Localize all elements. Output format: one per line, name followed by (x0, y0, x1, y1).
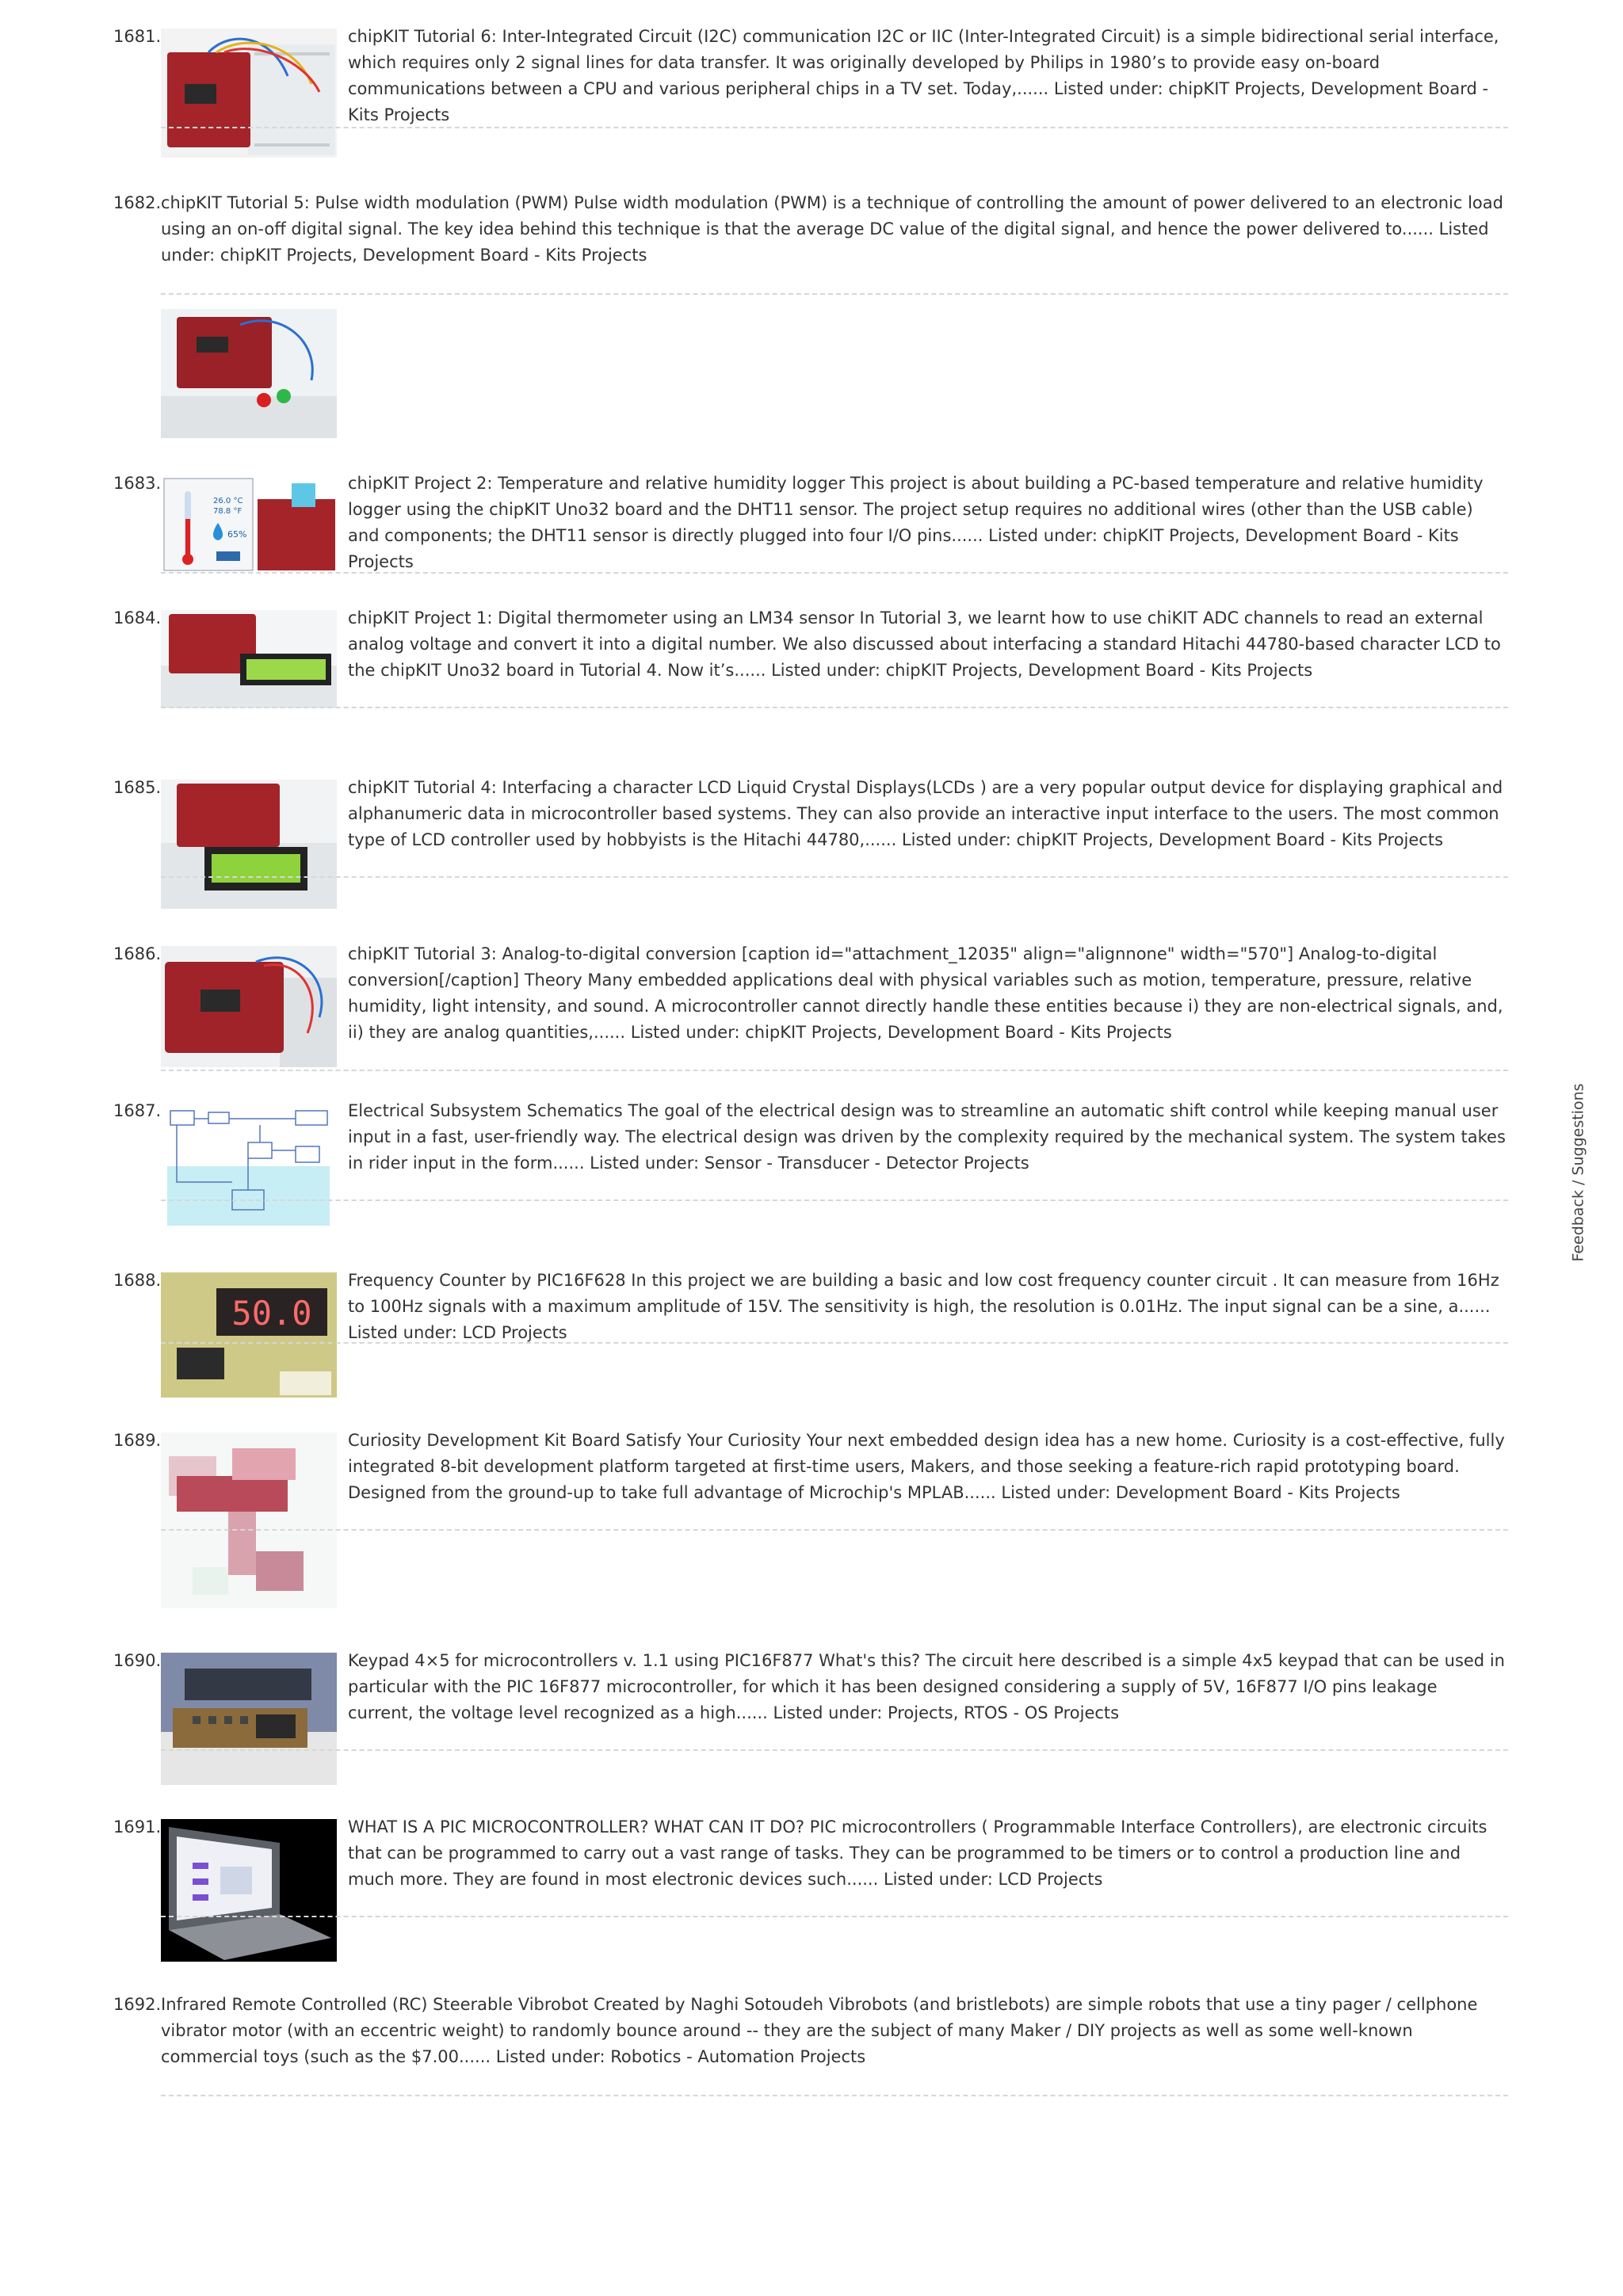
item-description[interactable]: WHAT IS A PIC MICROCONTROLLER? WHAT CAN IT DO? PIC microcontrollers ( Programmable Interface Controllers), are electronic circuits that can be programmed to carry out a vast range of tasks. They can be programmed to be timers or to control a production line and much more. They are found in most electronic devices such...... Listed under: LCD Projects (348, 1817, 1487, 1889)
item-description[interactable]: chipKIT Tutorial 6: Inter-Integrated Circuit (I2C) communication I2C or IIC (Inter-Integrated Circuit) is a simple bidirectional serial interface, which requires only 2 signal lines for data transfer. It was originally developed by Philips in 1980’s to provide easy on-board communications between a CPU and various peripheral chips in a TV set. Today,...... Listed under: chipKIT Projects, Development Board - Kits Projects (348, 27, 1499, 124)
item-description[interactable]: Infrared Remote Controlled (RC) Steerable Vibrobot Created by Naghi Sotoudeh Vibrobots (and bristlebots) are simple robots that use a tiny pager / cellphone vibrator motor (with an eccentric weight) to randomly bounce around -- they are the subject of many Maker / DIY projects as well as some well-known commercial toys (such as the $7.00...... Listed under: Robotics - Automation Projects (161, 1995, 1478, 2066)
divider (161, 1916, 1508, 1917)
item-description[interactable]: chipKIT Project 1: Digital thermometer using an LM34 sensor In Tutorial 3, we learnt how to use chiKIT ADC channels to read an external analog voltage and convert it into a digital number. We also discussed about interfacing a standard Hitachi 44780-based character LCD to the chipKIT Uno32 board in Tutorial 4. Now it’s...... Listed under: chipKIT Projects, Development Board - Kits Projects (348, 608, 1501, 680)
divider (161, 1070, 1508, 1071)
breadboard-image (161, 29, 337, 158)
project-thumbnail[interactable] (161, 29, 337, 158)
project-thumbnail[interactable] (161, 1653, 337, 1785)
breadboard-image (161, 309, 337, 438)
project-thumbnail[interactable] (161, 1103, 337, 1232)
humidity-label: 65% (227, 529, 247, 540)
project-thumbnail[interactable] (161, 610, 337, 708)
temperature-f-label: 78.8 °F (213, 507, 242, 516)
item-description[interactable]: Keypad 4×5 for microcontrollers v. 1.1 using PIC16F877 What's this? The circuit here described is a simple 4x5 keypad that can be used in particular with the PIC 16F877 microcontroller, for which it has been designed considering a supply of 5V, 16F877 I/O pins leakage current, the voltage level recognized as a high...... Listed under: Projects, RTOS - OS Projects (348, 1651, 1505, 1722)
logger-screenshot (161, 475, 337, 574)
frequency-display: 50.0 (231, 1294, 312, 1333)
project-thumbnail[interactable] (161, 946, 337, 1067)
project-thumbnail[interactable] (161, 780, 337, 909)
divider (161, 2095, 1508, 2096)
frequency-counter-image (161, 1272, 337, 1398)
lcd-breadboard-image (161, 780, 337, 909)
laptop-image (161, 1819, 337, 1962)
lcd-thermometer-image (161, 610, 337, 708)
project-thumbnail[interactable] (161, 1432, 337, 1608)
schematic-image (161, 1103, 337, 1232)
curiosity-board-image (161, 1432, 337, 1608)
temperature-c-label: 26.0 °C (213, 497, 243, 505)
divider (161, 293, 1508, 295)
item-description[interactable]: Curiosity Development Kit Board Satisfy Your Curiosity Your next embedded design idea has a new home. Curiosity is a cost-effective, fully integrated 8-bit development platform targeted at first-time users, Makers, and those seeking a feature-rich rapid prototyping board. Designed from the ground-up to take full advantage of Microchip's MPLAB...... Listed under: Development Board - Kits Projects (348, 1431, 1505, 1502)
item-number: 1688. (113, 1271, 162, 1290)
item-number: 1681. (113, 27, 162, 46)
divider (161, 572, 1508, 574)
item-description[interactable]: Electrical Subsystem Schematics The goal of the electrical design was to streamline an automatic shift control while keeping manual user input in a fast, user-friendly way. The electrical design was driven by the complexity required by the mechanical system. The system takes in rider input in the form...... Listed under: Sensor - Transducer - Detector Projects (348, 1101, 1506, 1173)
divider (161, 127, 1508, 128)
divider (161, 1199, 1508, 1201)
feedback-tab[interactable] (1555, 1077, 1602, 1268)
item-number: 1686. (113, 944, 162, 963)
item-number: 1692. (113, 1995, 162, 2014)
project-thumbnail[interactable] (161, 1819, 337, 1962)
item-number: 1683. (113, 474, 162, 493)
adc-board-image (161, 946, 337, 1067)
project-thumbnail[interactable] (161, 1272, 337, 1398)
item-number: 1687. (113, 1101, 162, 1120)
keypad-image (161, 1653, 337, 1785)
divider (161, 876, 1508, 878)
project-thumbnail[interactable] (161, 309, 337, 438)
item-description[interactable]: chipKIT Tutorial 3: Analog-to-digital conversion [caption id="attachment_12035" align="alignnone" width="570"] Analog-to-digital conversion[/caption] Theory Many embedded applications deal with physical variables such as motion, temperature, pressure, relative humidity, light intensity, and sound. A microcontroller cannot directly handle these entities because i) they are non-electrical signals, and, ii) they are analog quantities,...... Listed under: chipKIT Projects, Development Board - Kits Projects (348, 944, 1503, 1042)
item-description[interactable]: chipKIT Project 2: Temperature and relative humidity logger This project is about building a PC-based temperature and relative humidity logger using the chipKIT Uno32 board and the DHT11 sensor. The project setup requires no additional wires (other than the USB cable) and components; the DHT11 sensor is directly plugged into four I/O pins...... Listed under: chipKIT Projects, Development Board - Kits Projects (348, 474, 1484, 571)
item-description[interactable]: Frequency Counter by PIC16F628 In this project we are building a basic and low cost frequency counter circuit . It can measure from 16Hz to 100Hz signals with a maximum amplitude of 15V. The sensitivity is high, the resolution is 0.01Hz. The input signal can be a sine, a...... Listed under: LCD Projects (348, 1271, 1499, 1342)
item-description[interactable]: chipKIT Tutorial 5: Pulse width modulation (PWM) Pulse width modulation (PWM) is a technique of controlling the amount of power delivered to an electronic load using an on-off digital signal. The key idea behind this technique is that the average DC value of the digital signal, and hence the power delivered to...... Listed under: chipKIT Projects, Development Board - Kits Projects (161, 193, 1503, 265)
item-number: 1689. (113, 1431, 162, 1450)
project-thumbnail[interactable] (161, 475, 337, 574)
item-number: 1682. (113, 193, 162, 212)
item-number: 1691. (113, 1817, 162, 1836)
divider (161, 1749, 1508, 1751)
divider (161, 707, 1508, 708)
divider (161, 1529, 1508, 1531)
item-number: 1690. (113, 1651, 162, 1670)
item-description[interactable]: chipKIT Tutorial 4: Interfacing a character LCD Liquid Crystal Displays(LCDs ) are a very popular output device for displaying graphical and alphanumeric data in microcontroller based systems. They can also provide an interactive input interface to the users. The most common type of LCD controller used by hobbyists is the Hitachi 44780,...... Listed under: chipKIT Projects, Development Board - Kits Projects (348, 778, 1503, 849)
item-number: 1684. (113, 608, 162, 627)
divider (161, 1342, 1508, 1344)
feedback-label[interactable]: Feedback / Suggestions (1569, 1083, 1587, 1262)
item-number: 1685. (113, 778, 162, 797)
